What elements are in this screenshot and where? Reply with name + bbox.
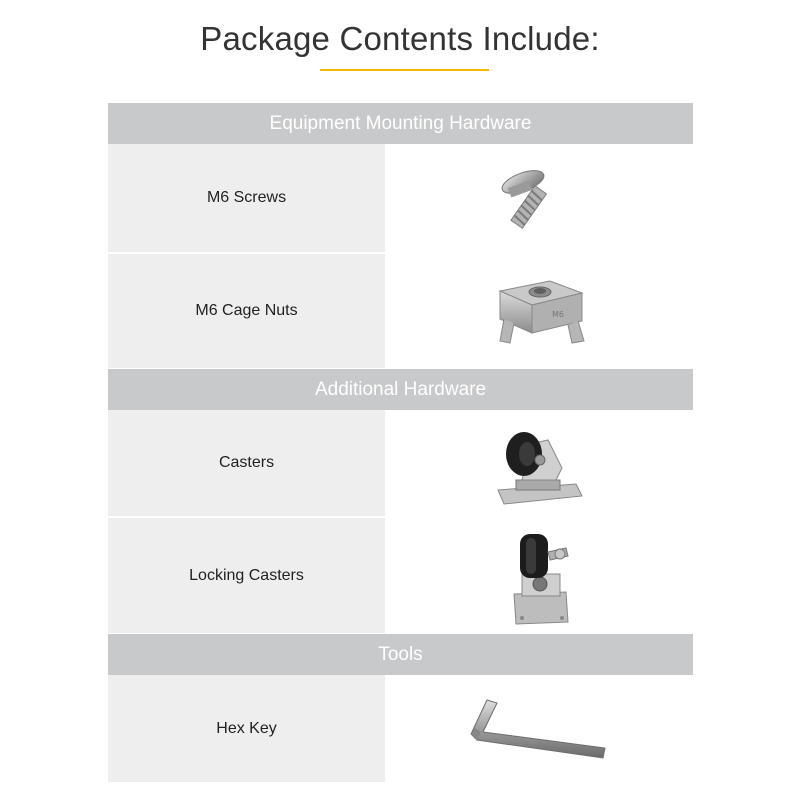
item-label: Casters: [108, 410, 387, 516]
item-image: [387, 144, 693, 252]
list-item: [108, 254, 693, 368]
section-tools: [108, 634, 693, 782]
item-image: [387, 410, 693, 516]
cage-nut-icon: [490, 271, 590, 351]
locking-caster-icon: [500, 526, 580, 626]
item-label: M6 Screws: [108, 144, 387, 252]
item-image: [387, 518, 693, 633]
item-label: Hex Key: [108, 675, 387, 782]
section-additional-hardware: [108, 369, 693, 633]
svg-text:M6: M6: [552, 310, 564, 319]
hex-key-icon: [465, 694, 615, 764]
page-title: Package Contents Include:: [200, 20, 600, 57]
section-header: Equipment Mounting Hardware: [108, 103, 693, 144]
list-item: [108, 144, 693, 254]
section-equipment-mounting-hardware: [108, 103, 693, 368]
item-image: [387, 254, 693, 368]
section-header: Additional Hardware: [108, 369, 693, 410]
list-item: [108, 518, 693, 633]
list-item: [108, 410, 693, 518]
item-label: Locking Casters: [108, 518, 387, 633]
list-item: [108, 675, 693, 782]
item-label: M6 Cage Nuts: [108, 254, 387, 368]
caster-icon: [490, 418, 590, 508]
item-image: [387, 675, 693, 782]
screw-icon: [495, 158, 585, 238]
title-underline: [320, 69, 489, 71]
section-header: Tools: [108, 634, 693, 675]
